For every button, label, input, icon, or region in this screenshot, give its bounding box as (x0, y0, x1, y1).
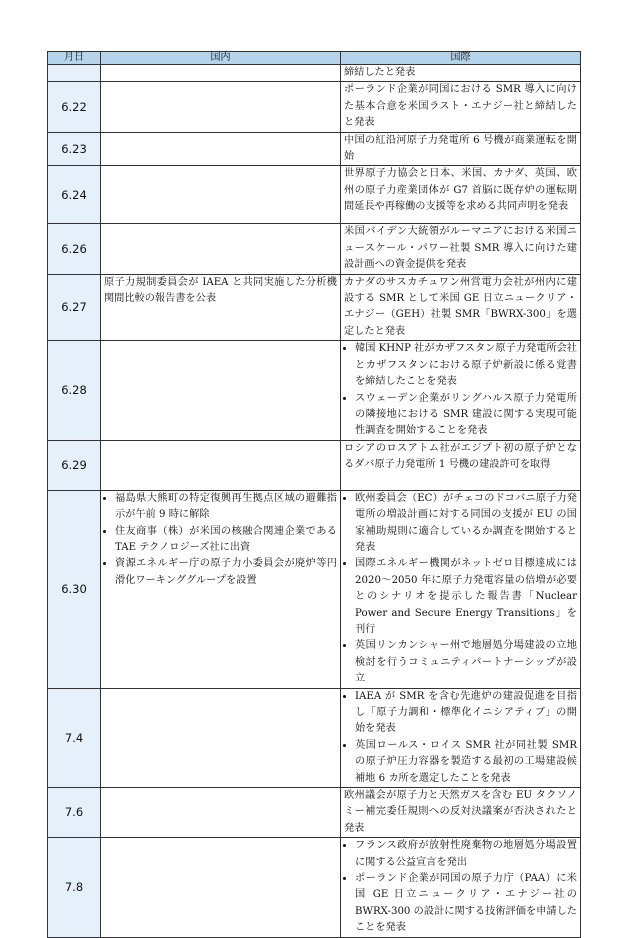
header-domestic: 国内 (101, 52, 341, 65)
table-header-row (48, 52, 581, 65)
date-cell (48, 65, 101, 82)
table-row (48, 224, 581, 274)
international-list (344, 341, 577, 439)
international-text: 米国バイデン大統領がルーマニアにおける米国ニュースケール・パワー社製 SMR 導入に向けた建設計画への資金提供を発表 (344, 226, 577, 271)
domestic-cell (101, 274, 341, 341)
international-cell (341, 132, 581, 166)
list-item: • ポーランド企業が同国の原子力庁（PAA）に米国 GE 日立ニュークリア・エナジー社の BWRX-300 の設計に関する技術評価を申請したことを発表 (355, 871, 577, 937)
list-item: • 福島県大熊町の特定復興再生拠点区域の避難指示が午前 9 時に解除 (115, 491, 337, 524)
table-row (48, 341, 581, 440)
table-row (48, 490, 581, 688)
table-row (48, 82, 581, 132)
international-list (344, 689, 577, 787)
list-item: • スウェーデン企業がリングハルス原子力発電所の隣接地における SMR 建設に関する実現可能性調査を開始することを発表 (355, 391, 577, 440)
international-cell (341, 490, 581, 688)
date-cell: 6.26 (48, 224, 101, 274)
domestic-cell (101, 440, 341, 490)
list-item: • 国際エネルギー機関がネットゼロ目標達成には 2020～2050 年に原子力発電容量の倍増が必要とのシナリオを提示した報告書「Nuclear Power and Secure Energy Transitions」を刊行 (355, 556, 577, 638)
table-row (48, 838, 581, 937)
domestic-text: 原子力規制委員会が IAEA と共同実施した分析機関間比較の報告書を公表 (104, 276, 337, 305)
table-row (48, 132, 581, 166)
date-cell: 7.4 (48, 688, 101, 787)
list-item: • 韓国 KHNP 社がカザフスタン原子力発電所会社とカザフスタンにおける原子炉新設に係る覚書を締結したことを発表 (355, 341, 577, 390)
list-item: • フランス政府が放射性廃棄物の地層処分場設置に関する公益宣言を発出 (355, 838, 577, 871)
international-cell (341, 82, 581, 132)
domestic-cell (101, 82, 341, 132)
list-item: • 英国リンカンシャー州で地層処分場建設の立地検討を行うコミュニティパートナーシップが設立 (355, 638, 577, 687)
domestic-cell (101, 838, 341, 937)
international-cell (341, 166, 581, 224)
table-row (48, 788, 581, 838)
international-text: ポーランド企業が同国における SMR 導入に向けた基本合意を米国ラスト・エナジー社と締結したと発表 (344, 84, 577, 129)
international-list (344, 838, 577, 936)
table-row (48, 166, 581, 224)
international-cell (341, 274, 581, 341)
international-text: 締結したと発表 (344, 67, 416, 78)
date-cell: 6.29 (48, 440, 101, 490)
header-date: 月日 (48, 52, 101, 65)
domestic-cell (101, 788, 341, 838)
international-text: 世界原子力協会と日本、米国、カナダ、英国、欧州の原子力産業団体が G7 首脳に既存炉の運転期間延長や再稼働の支援等を求める共同声明を発表 (344, 168, 577, 213)
international-cell (341, 688, 581, 787)
date-cell: 6.27 (48, 274, 101, 341)
events-table (47, 51, 581, 938)
international-text: カナダのサスカチュワン州営電力会社が州内に建設する SMR として米国 GE 日立ニュークリア・エナジー（GEH）社製 SMR「BWRX-300」を選定したと発表 (344, 276, 577, 337)
international-list (344, 491, 577, 688)
domestic-cell (101, 166, 341, 224)
international-text: 欧州議会が原子力と天然ガスを含む EU タクソノミー補完委任規則への反対決議案が否決されたと発表 (344, 790, 577, 834)
list-item: • 住友商事（株）が米国の核融合関連企業である TAE テクノロジーズ社に出資 (115, 524, 337, 557)
table-row (48, 688, 581, 787)
date-cell: 6.30 (48, 490, 101, 688)
list-item: • 英国ロールス・ロイス SMR 社が同社製 SMR の原子炉圧力容器を製造する最初の工場建設候補地 6 カ所を選定したことを発表 (355, 738, 577, 787)
table-row (48, 65, 581, 82)
international-text: ロシアのロスアトム社がエジプト初の原子炉となるダバ原子力発電所 1 号機の建設許可を取得 (344, 442, 577, 471)
international-cell (341, 838, 581, 937)
list-item: • IAEA が SMR を含む先進炉の建設促進を目指し「原子力調和・標準化イニシアティブ」の開始を発表 (355, 689, 577, 738)
international-cell (341, 341, 581, 440)
international-text: 中国の紅沿河原子力発電所 6 号機が商業運転を開始 (344, 134, 577, 163)
date-cell: 6.28 (48, 341, 101, 440)
date-cell: 6.22 (48, 82, 101, 132)
date-cell: 6.23 (48, 132, 101, 166)
domestic-cell (101, 65, 341, 82)
header-international: 国際 (341, 52, 581, 65)
domestic-cell (101, 132, 341, 166)
date-cell: 6.24 (48, 166, 101, 224)
table-body (48, 65, 581, 938)
list-item: • 資源エネルギー庁の原子力小委員会が廃炉等円滑化ワーキンググループを設置 (115, 556, 337, 589)
domestic-list (104, 491, 337, 589)
domestic-cell (101, 688, 341, 787)
domestic-cell (101, 490, 341, 688)
international-cell (341, 224, 581, 274)
domestic-cell (101, 341, 341, 440)
international-cell (341, 788, 581, 838)
international-cell (341, 440, 581, 490)
international-cell (341, 65, 581, 82)
domestic-cell (101, 224, 341, 274)
list-item: • 欧州委員会（EC）がチェコのドコバニ原子力発電所の増設計画に対する同国の支援が EU の国家補助規則に適合しているか調査を開始すると発表 (355, 491, 577, 557)
table-row (48, 440, 581, 490)
table-row (48, 274, 581, 341)
date-cell: 7.6 (48, 788, 101, 838)
date-cell: 7.8 (48, 838, 101, 937)
